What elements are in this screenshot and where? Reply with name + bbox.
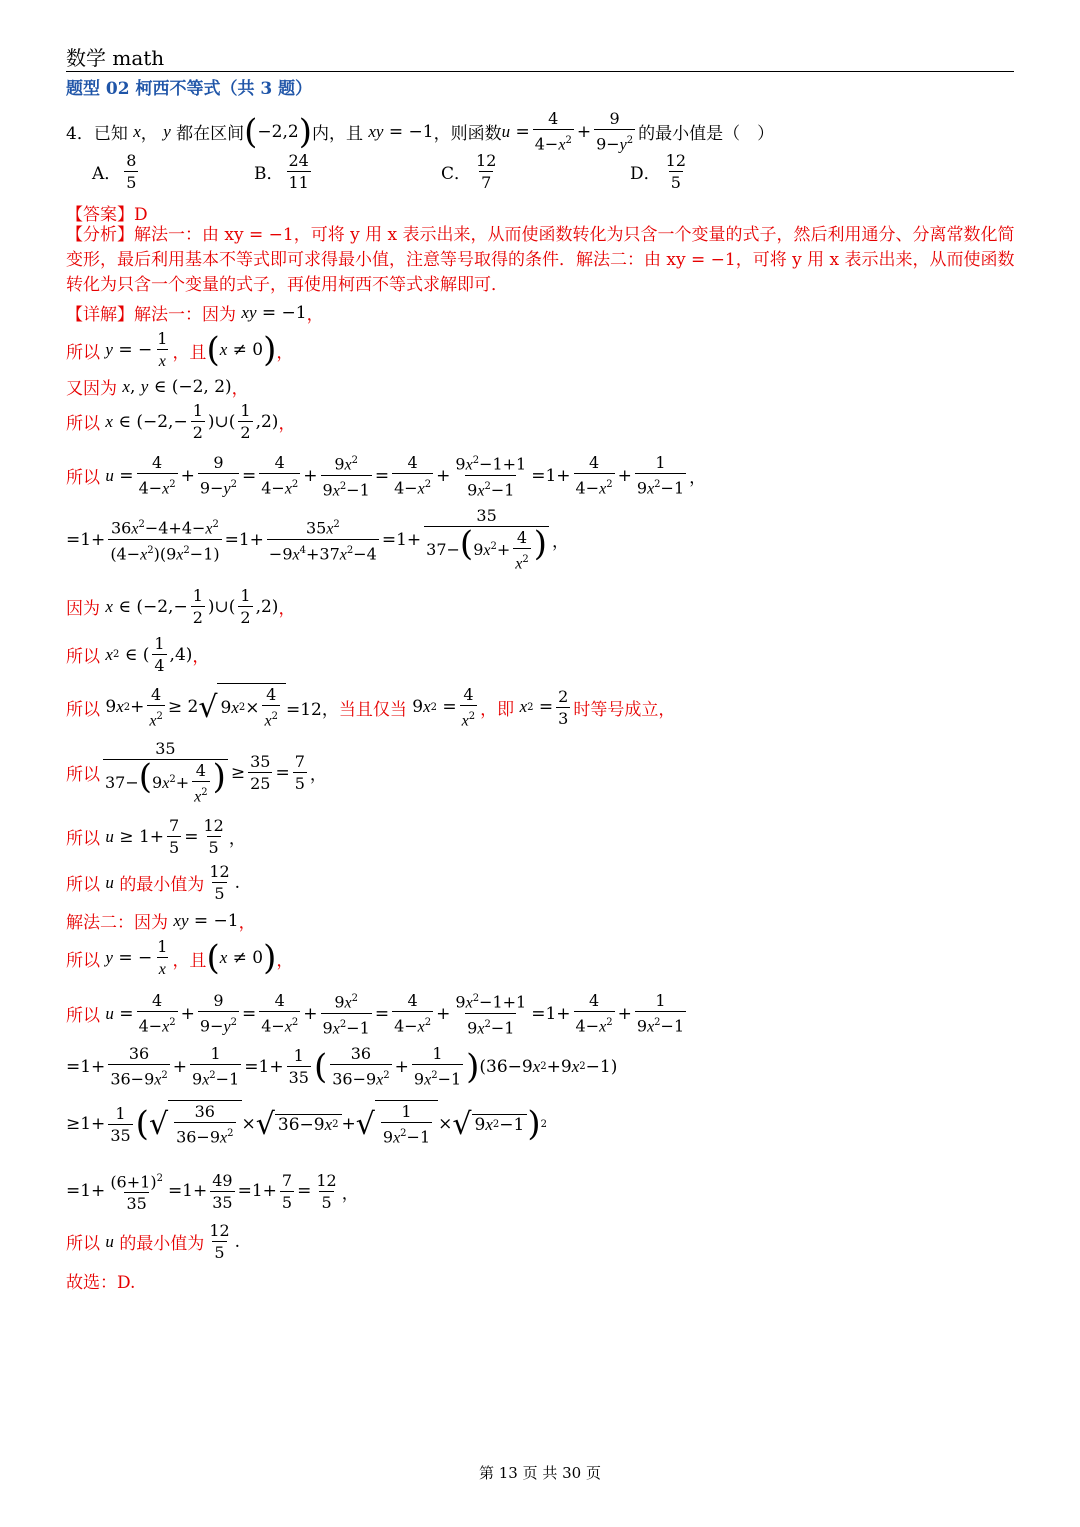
analysis-paragraph: 【分析】解法一：由 xy = −1，可将 y 用 x 表示出来，从而使函数转化为只含一个变量的式子，然后利用通分、分离常数化简变形，最后利用基本不等式即可求得最小值，注意等号取得的条件．解法二：由 xy = −1，可将 y 用 x 表示出来，从而使函数转化为只含一个变量的式子，再使用柯西不等式求解即可． (66, 225, 1015, 295)
m2-split: =1+ $\frac{36}{36-9x^2}$ + $\frac{1}{9x^2-1}$ =1+ $\frac{1}{35}$ ( $\frac{36}{36-9x^2}$ + $\frac{1}{9x^2-1}$ ) (36−9 x 2 +9 x 2 −1) (66, 1044, 618, 1089)
m2-cauchy: ≥1+ $\frac{1}{35}$ ( √ $\frac{36}{36-9x^2}$ × √ 36−9 x 2 + √ $\frac{1}{9x^2-1}$ × √ 9 x 2 −1 ) 2 (66, 1102, 547, 1147)
m2-y-expr: 所以 y = − $\frac{1}{x}$ ，且 ( x ≠ 0 ) ， (66, 937, 294, 978)
m2-u-rewrite: 所以 u = $\frac{4}{4-x^2}$ + $\frac{9}{9-y^2}$ = $\frac{4}{4-x^2}$ + $\frac{9x^2}{9x^2-1}$ = $\frac{4}{4-x^2}$ + $\frac{9x^2-1+1}{9x^2-1}$ =1+ $\frac{4}{4-x^2}$ + $\frac{1}{9x^2-1}$ (66, 991, 685, 1038)
step-x-range: 所以 x ∈ (−2,− $\frac{1}{2}$ )∪( $\frac{1}{2}$ ,2) ， (66, 401, 296, 442)
step-min-2: 所以 u 的最小值为 $\frac{12}{5}$ . (66, 1221, 241, 1262)
step-bound: 所以 35 $37-(9x^2+$ $\frac{4}{x^2}$ ) ≥ $\frac{35}{25}$ = $\frac{7}{5}$ ， (66, 739, 327, 806)
section-title: 题型 02 柯西不等式（共 3 题） (66, 79, 313, 99)
option-d[interactable]: D． $\frac{12}{5}$ (630, 151, 686, 192)
option-b[interactable]: B． $\frac{24}{11}$ (254, 151, 309, 192)
step-combine: =1+ $\frac{36x^2-4+4-x^2}{(4-x^2)(9x^2-1)}$ =1+ $\frac{35x^2}{-9x^4+37x^2-4}$ =1+ 35 $37-(9x^2+$ $\frac{4}{x^2}$ ) ， (66, 506, 570, 573)
step-y-expr: 所以 y = − $\frac{1}{x}$ ，且 ( x ≠ 0 ) ， (66, 329, 294, 370)
page-header: 数学 math (66, 46, 165, 70)
detail-head: 【详解】解法一：因为 xy = −1 ， (66, 302, 324, 325)
step-u-rewrite: 所以 u = $\frac{4}{4-x^2}$ + $\frac{9}{9-y^2}$ = $\frac{4}{4-x^2}$ + $\frac{9x^2}{9x^2-1}$ = $\frac{4}{4-x^2}$ + $\frac{9x^2-1+1}{9x^2-1}$ =1+ $\frac{4}{4-x^2}$ + $\frac{1}{9x^2-1}$ ， (66, 453, 707, 500)
header-rule (66, 71, 1014, 72)
step-amgm: 所以 9 x 2 + $\frac{4}{x^2}$ ≥ 2 √ 9 x 2 × $\frac{4}{x^2}$ =12， 当且仅当 9 x 2 = $\frac{4}{x^2}$ ，即 x 2 = $\frac{2}{3}$ 时等号成立， (66, 684, 676, 730)
m2-result: =1+ $\frac{(6+1)^2}{35}$ =1+ $\frac{49}{35}$ =1+ $\frac{7}{5}$ = $\frac{12}{5}$ ， (66, 1170, 359, 1214)
step-domain: 又因为 x , y ∈ (−2, 2) ， (66, 376, 249, 399)
step-x-range-2: 因为 x ∈ (−2,− $\frac{1}{2}$ )∪( $\frac{1}{2}$ ,2) ， (66, 586, 296, 627)
page-footer: 第 13 页 共 30 页 (478, 1464, 601, 1482)
method2-head: 解法二：因为 xy = −1 ， (66, 910, 256, 933)
step-min-1: 所以 u 的最小值为 $\frac{12}{5}$ . (66, 862, 241, 903)
option-c[interactable]: C． $\frac{12}{7}$ (441, 151, 497, 192)
step-u-bound: 所以 u ≥ 1+ $\frac{7}{5}$ = $\frac{12}{5}$ ， (66, 816, 246, 857)
option-a[interactable]: A． $\frac{8}{5}$ (92, 151, 137, 192)
step-x2-range: 所以 x 2 ∈ ( $\frac{1}{4}$ ,4) ， (66, 634, 210, 675)
question-stem: 4． 已知 x ， y 都在区间 ( −2,2 ) 内，且 xy = −1 ，则函数 u = $\frac{4}{4-x^2}$ + $\frac{9}{9-y^2}$ 的最小值是（ ） (66, 109, 775, 154)
final-choice: 故选：D. (66, 1273, 136, 1293)
answer-line: 【答案】D (66, 205, 148, 225)
